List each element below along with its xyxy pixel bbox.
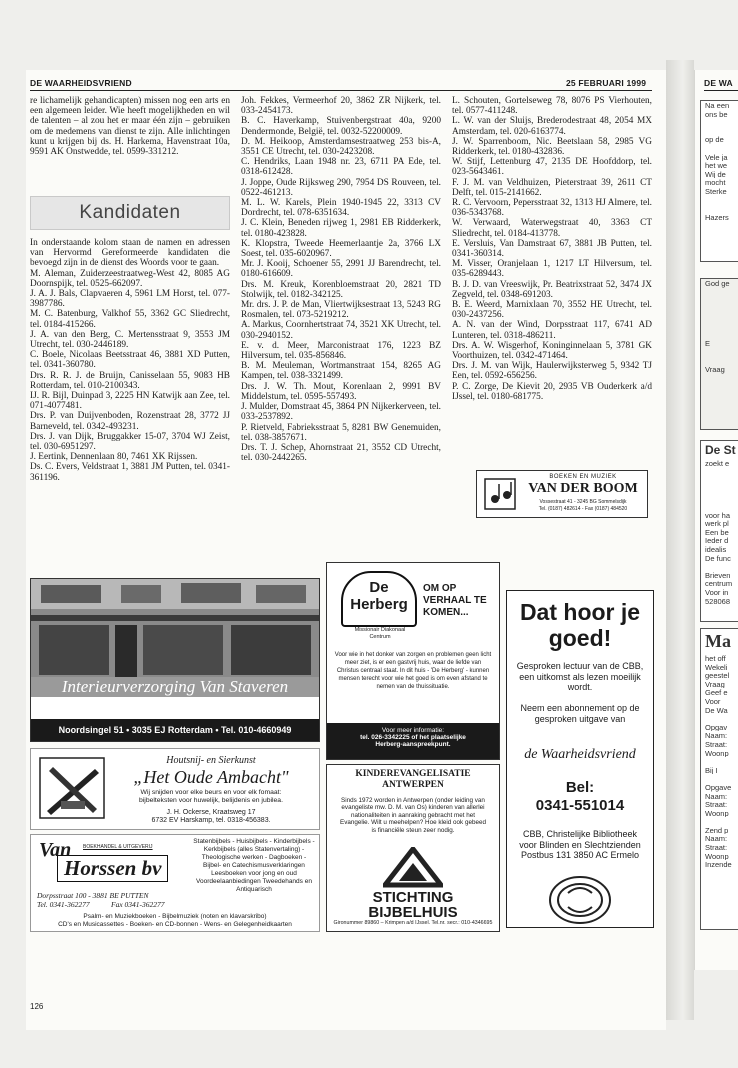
next-page-fragment: centrum [705, 579, 733, 588]
candidate-entry: E. v. d. Meer, Marconistraat 176, 1223 BZ Hilversum, tel. 035-856846. [241, 340, 441, 362]
next-page-fragment: Straat: [705, 843, 728, 852]
stichting-giro: Gironummer 89860 – Krimpen a/d IJssel. Tel.nr. secr.: 010-4346695 [333, 920, 493, 926]
ambacht-top: Houtsnij- en Sierkunst [166, 755, 256, 766]
ambacht-title: „Het Oude Ambacht" [133, 767, 289, 787]
candidate-entry: K. Klopstra, Tweede Heemerlaantje 2a, 3766 LX Soest, tel. 035-6020967. [241, 238, 441, 260]
hoor-title: Dat hoor je goed! [519, 599, 641, 651]
horssen-bottom1: Psalm- en Muziekboeken - Bijbelmuziek (noten en klavarskribo) [83, 913, 267, 920]
herberg-info-3: Herberg-aanspreekpunt. [375, 741, 451, 748]
page-number: 126 [30, 1002, 44, 1011]
horssen-name: Horssen bv [57, 855, 168, 882]
candidate-entry: Drs. M. Kreuk, Korenbloemstraat 20, 2821 TD Stolwijk, tel. 0182-342125. [241, 279, 441, 300]
candidate-entry: M. L. W. Karels, Plein 1940-1945 22, 3313 CV Dordrecht, tel. 078-6351634. [241, 198, 441, 219]
herberg-body: Voor wie in het donker van zorgen en problemen geen licht meer ziet, is er een gastvrij huis, waar de liefde van Christus centraal staat. In dit huis - 'De Herberg' - kunnen mensen terecht voor wie het goed is om even afstand te nemen van de thuissituatie. [334, 652, 492, 690]
candidate-entry: J. Eertink, Dennenlaan 80, 7461 XK Rijssen. [30, 452, 198, 463]
next-page-fragment [701, 118, 738, 127]
next-page-fragment: werk pl [705, 519, 729, 528]
candidate-entry: E. Versluis, Van Damstraat 67, 3881 JB Putten, tel. 0341-360314. [452, 238, 652, 260]
ad-dat-hoor-je-goed [506, 590, 654, 928]
page-gutter [666, 60, 694, 1020]
next-page-fragment [701, 817, 738, 826]
candidate-entry: J. Mulder, Domstraat 45, 3864 PN Nijkerkerveen, tel. 033-2537892. [241, 402, 441, 423]
next-page-fragment [701, 714, 738, 723]
next-page-fragment: De Wa [705, 705, 728, 715]
candidate-entry: W. Stijf, Lettenburg 47, 2135 DE Hoofddorp, tel. 023-5643461. [452, 157, 652, 178]
next-page-box-3-title: De St [705, 443, 736, 457]
running-header-title: DE WAARHEIDSVRIEND [30, 78, 132, 88]
next-page-fragment [701, 322, 738, 331]
herberg-info-2: tel. 026-3342225 of het plaatselijke [360, 734, 466, 741]
horssen-addr: Dorpsstraat 100 - 3881 BE PUTTEN [37, 891, 149, 900]
next-page-fragment: Hazers [705, 212, 729, 222]
next-page-fragment [701, 305, 738, 314]
next-page-fragment: Geef e [705, 688, 728, 697]
candidate-entry: B. J. D. van Vreeswijk, Pr. Beatrixstraat 52, 3474 JX Zegveld, tel. 0348-691203. [452, 279, 652, 300]
woodcarving-tools-icon [39, 757, 105, 819]
horssen-van: Van [39, 839, 72, 861]
hoor-bel: Bel: [565, 779, 595, 796]
next-page-fragment [701, 476, 738, 485]
next-page-fragment: Ieder d [705, 536, 729, 545]
candidate-entry: Drs. R. R. J. de Bruijn, Canisselaan 55, 9083 HB Rotterdam, tel. 010-2100343. [30, 370, 230, 391]
next-page-fragment: Voor [705, 696, 721, 706]
next-page-fragment: Sterke [705, 186, 727, 196]
herberg-info-1: Voor meer informatie: [381, 727, 445, 734]
candidate-entry: A. Markus, Coornhertstraat 74, 3521 XK Utrecht, tel. 030-2940152. [241, 320, 441, 341]
next-page-fragment [701, 144, 738, 153]
candidate-entry: L. W. van der Sluijs, Brederodestraat 48, 2054 MX Amsterdam, tel. 020-6163774. [452, 116, 652, 137]
next-page-fragment: zoekt e [705, 459, 730, 468]
next-page-fragment: idealis [705, 544, 727, 554]
candidate-entry: Ds. C. Evers, Veldstraat 1, 3881 JM Putten, tel. 0341-361196. [30, 462, 230, 483]
next-page-fragment: Zend p [705, 825, 729, 835]
next-page-box-1 [700, 100, 738, 262]
next-page-fragment: Vele ja [705, 152, 728, 162]
intro-paragraph: re lichamelijk gehandicapten) missen nog een arts en een algemeen leider. Wie heeft mogelijkheden en wil de talenten – al zou het er maar één zijn – gebruiken om de medemens van dienst te zijn. Alle inlichtingen kunt u krijgen bij ds. H. Harkema, Havenstraat 10a, 9591 AK Onstwedde, tel. 0599-331212. [30, 96, 230, 158]
next-page-fragment: Vraag [705, 364, 725, 374]
candidate-entry: A. N. van der Wind, Dorpsstraat 117, 6741 AD Lunteren, tel. 0318-486211. [452, 320, 652, 341]
ambacht-addr2: 6732 EV Harskamp, tel. 0318-456383. [151, 817, 271, 824]
next-page-fragment [701, 757, 738, 766]
next-page-fragment [701, 127, 738, 136]
ambacht-addr1: J. H. Ockerse, Kraatsweg 17 [166, 809, 256, 816]
next-page-header: DE WA [704, 78, 733, 88]
next-page-fragment: Woonp [705, 808, 729, 818]
candidate-entry: W. Verwaard, Waterwegstraat 40, 3363 CT Sliedrecht, tel. 0184-413778. [452, 218, 652, 239]
next-page-fragment [701, 356, 738, 365]
hoor-script: de Waarheidsvriend [524, 747, 636, 762]
candidates-column-3 [452, 96, 652, 402]
next-page-fragment: mocht [705, 178, 726, 187]
next-page-fragment: voor ha [705, 510, 731, 520]
next-page-fragment: op de [705, 135, 724, 144]
stichting-name1: STICHTING [372, 889, 454, 906]
candidate-entry: J. A. J. Bals, Clapvaeren 4, 5961 LM Horst, tel. 077-3987786. [30, 289, 230, 310]
horssen-fax: Fax 0341-362277 [111, 900, 165, 909]
ad-oude-ambacht [30, 748, 320, 830]
stichting-body: Sinds 1972 worden in Antwerpen (onder leiding van evangeliste mw. D. M. van Os) kinderen van allerlei nationaliteiten in aanraking gebracht met het Evangelie. Wilt u meehelpen? Hoe kleid ook gebeed is financiële steun zeer nodig. [340, 797, 486, 834]
next-page-fragment [701, 774, 738, 783]
vdboom-addr: Vossestraat 41 - 3245 BG Sommelsdijk [539, 499, 627, 505]
next-page-fragment: het off [705, 654, 726, 663]
candidate-entry: M. Visser, Oranjelaan 1, 1217 LT Hilversum, tel. 035-6289443. [452, 259, 652, 280]
horssen-assortment: Statenbijbels - Huisbijbels - Kinderbijbels - Kerkbijbels (alles Statenvertaling) - Theologische werken - Dagboeken - Bijbel- en Catechismusverklaringen Leesboeken voor jong en oud Voordeelaanbiedingen Tweedehands en Antiquarisch [193, 838, 315, 893]
candidate-entry: B. M. Meuleman, Wortmanstraat 154, 8265 AG Kampen, tel. 038-3321499. [241, 361, 441, 382]
next-page-fragment: God ge [705, 279, 730, 288]
hoor-p2: Neem een abonnement op de gesproken uitgave van [520, 703, 640, 724]
horssen-tel: Tel. 0341-362277 [37, 900, 90, 909]
next-page-fragment: Naam: [705, 731, 728, 740]
candidate-entry: J. Joppe, Oude Rijksweg 290, 7954 DS Rouveen, tel. 0522-461213. [241, 177, 441, 198]
candidate-entry: C. Boele, Nicolaas Beetsstraat 46, 3881 XD Putten, tel. 0341-360780. [30, 350, 230, 371]
next-page-box-4-title: Ma [705, 631, 731, 651]
next-page-fragment: Straat: [705, 739, 728, 749]
stichting-title1: KINDEREVANGELISATIE [355, 769, 471, 779]
candidate-entry: IJ. R. Bijl, Duinpad 3, 2225 HN Katwijk aan Zee, tel. 071-4077481. [30, 391, 230, 412]
next-page-fragment [701, 204, 738, 213]
next-page-fragment [701, 196, 738, 205]
next-page-fragment [701, 502, 738, 511]
next-page-fragment: Woonp [705, 748, 729, 758]
next-page-fragment: Opgave [705, 782, 732, 792]
candidate-entry: L. Schouten, Gortelseweg 78, 8076 PS Vierhouten, tel. 0577-411248. [452, 96, 652, 117]
next-page-fragment [701, 288, 738, 297]
candidate-entry: P. C. Zorge, De Kievit 20, 2935 VB Ouderkerk a/d IJssel, tel. 0180-681775. [452, 381, 652, 402]
candidate-entry: Mr. J. Kooij, Schoener 55, 2991 JJ Barendrecht, tel. 0180-616609. [241, 259, 441, 280]
stichting-name2: BIJBELHUIS [368, 904, 458, 921]
ad-stichting-bijbelhuis [326, 764, 500, 932]
hoor-phone: 0341-551014 [535, 797, 625, 814]
next-page-fragment [701, 331, 738, 340]
ad-van-der-boom [476, 470, 648, 518]
candidate-entry: C. Hendriks, Laan 1948 nr. 23, 6711 PA Ede, tel. 0318-612428. [241, 157, 441, 178]
herberg-sub: Missionair Diakonaal Centrum [354, 627, 406, 640]
ad-van-staveren [30, 578, 320, 742]
candidate-entry: P. Rietveld, Fabrieksstraat 5, 8281 BW Genemuiden, tel. 038-3857671. [241, 422, 441, 443]
next-page-fragment: Wij de [705, 169, 726, 179]
staveren-script: Interieurverzorging Van Staveren [61, 677, 289, 696]
horssen-small: BOEKHANDEL & UITGEVERIJ [83, 844, 153, 850]
next-page-box-4 [700, 628, 738, 930]
herberg-slogan: OM OP VERHAAL TE KOMEN... [423, 583, 487, 618]
candidates-intro: In onderstaande kolom staan de namen en adressen van Hervormd Gereformeerde kandidaten die bevoegd zijn in de dienst des Woords voor te gaan. [30, 238, 230, 269]
candidates-column-2 [241, 96, 441, 463]
next-page-fragment: E [705, 339, 711, 348]
next-page-fragment: Wekeli [705, 662, 728, 672]
next-page-fragment: Woonp [705, 851, 729, 861]
next-page-fragment [701, 348, 738, 357]
candidate-entry: B. C. Haverkamp, Stuivenbergstraat 40a, 9200 Dendermonde, België, tel. 0032-52200009. [241, 116, 441, 137]
header-rule [30, 90, 652, 91]
next-page-fragment: Naam: [705, 834, 728, 844]
next-page-fragment [701, 493, 738, 502]
ad-de-herberg [326, 562, 500, 760]
staveren-bar: Noordsingel 51 • 3035 EJ Rotterdam • Tel. 010-4660949 [31, 719, 319, 741]
vdboom-top: BOEKEN EN MUZIEK [549, 474, 617, 480]
ambacht-line1: Wij snijden voor elke beurs en voor elk fomaat: [140, 789, 282, 796]
cbb-logo-icon [548, 875, 612, 925]
candidates-column-1 [30, 238, 230, 483]
next-page-fragment: Voor in [705, 587, 729, 597]
vdboom-tel: Tel. (0187) 482614 - Fax (0187) 484520 [538, 506, 628, 512]
candidate-entry: M. C. Batenburg, Valkhof 55, 3362 GC Sliedrecht, tel. 0184-415266. [30, 309, 230, 330]
ambacht-line2: bijbelteksten voor huwelijk, belijdenis en jubilea. [139, 797, 283, 804]
next-page-fragment: Bij I [705, 765, 718, 775]
next-page-fragment: geestel [705, 671, 730, 680]
stichting-title2: ANTWERPEN [382, 780, 444, 790]
next-page-fragment: 528068 [705, 596, 731, 606]
section-title: Kandidaten [30, 196, 230, 230]
vdboom-name: VAN DER BOOM [528, 481, 638, 496]
next-page-fragment [701, 313, 738, 322]
ad-van-horssen [30, 834, 320, 932]
horssen-bottom2: CD's en Musicassettes - Boeken- en CD-bonnen - Wens- en Gelegenheidkaarten [58, 921, 292, 928]
next-page-fragment: Brieven [705, 570, 731, 580]
next-page-fragment: De func [705, 553, 731, 563]
notes-book-icon [483, 475, 521, 513]
candidate-entry: Mr. drs. J. P. de Man, Vliertwijksestraat 13, 5243 RG Rosmalen, tel. 073-5219212. [241, 300, 441, 321]
candidate-entry: Drs. P. van Duijvenboden, Rozenstraat 28, 3772 JJ Barneveld, tel. 0342-493231. [30, 411, 230, 432]
next-page-fragment: Inzende [705, 860, 732, 869]
next-header-rule [704, 90, 738, 91]
candidate-entry: Drs. T. J. Schep, Ahornstraat 21, 3552 CD Utrecht, tel. 030-2442265. [241, 442, 441, 464]
candidate-entry: B. E. Weerd, Marnixlaan 70, 3552 HE Utrecht, tel. 030-2437256. [452, 300, 652, 321]
herberg-info [327, 723, 499, 759]
next-page-fragment: het we [705, 161, 728, 170]
next-page-fragment [701, 485, 738, 494]
candidate-entry: J. C. Klein, Beneden rijweg 1, 2981 EB Ridderkerk, tel. 0180-423828. [241, 218, 441, 239]
herberg-logo: De Herberg [350, 579, 408, 613]
hoor-addr: CBB, Christelijke Bibliotheek voor Blinden en Slechtzienden Postbus 131 3850 AC Ermelo [519, 829, 641, 860]
next-page-fragment [701, 562, 738, 571]
candidate-entry: J. A. van den Berg, C. Mertensstraat 9, 3553 JM Utrecht, tel. 030-2446189. [30, 329, 230, 351]
candidate-entry: Joh. Fekkes, Vermeerhof 20, 3862 ZR Nijkerk, tel. 033-2454173. [241, 96, 441, 117]
next-page-fragment: Straat: [705, 800, 728, 809]
candidate-entry: Drs. J. van Dijk, Bruggakker 15-07, 3704 WJ Zeist, tel. 030-6951297. [30, 431, 230, 453]
candidate-entry: M. Aleman, Zuiderzeestraatweg-West 42, 8085 AG Doornspijk, tel. 0525-662097. [30, 268, 230, 289]
next-page-box-2 [700, 278, 738, 430]
candidate-entry: Drs. J. M. van Wijk, Haulerwijksterweg 5, 9342 TJ Een, tel. 0592-656256. [452, 361, 652, 382]
next-page-fragment: Een be [705, 527, 729, 537]
next-page-fragment: Na een [705, 101, 730, 110]
running-header-date: 25 FEBRUARI 1999 [566, 78, 647, 88]
candidate-entry: Drs. A. W. Wisgerhof, Koninginnelaan 5, 3781 GK Voorthuizen, tel. 0342-471464. [452, 340, 652, 362]
next-page-fragment: Naam: [705, 791, 728, 801]
next-page-fragment: Vraag [705, 679, 725, 689]
next-page-fragment [701, 468, 738, 477]
candidate-entry: F. J. M. van Veldhuizen, Pieterstraat 39, 2611 CT Delft, tel. 015-2141662. [452, 177, 652, 198]
candidate-entry: R. C. Vervoorn, Pepersstraat 32, 1313 HJ Almere, tel. 036-5343768. [452, 198, 652, 219]
next-page-fragment: ons be [705, 109, 728, 119]
hoor-p1: Gesproken lectuur van de CBB, een uitkomst als lezen moeilijk wordt. [516, 661, 644, 692]
next-page-fragment: Opgav [705, 722, 728, 732]
candidate-entry: Drs. J. W. Th. Mout, Korenlaan 2, 9991 BV Middelstum, tel. 0595-557493. [241, 381, 441, 402]
house-roof-icon [383, 847, 443, 891]
candidate-entry: D. M. Heikoop, Amsterdamsestraatweg 253 bis-A, 3551 CE Utrecht, tel. 030-2423208. [241, 136, 441, 158]
candidate-entry: J. W. Sparrenboom, Nic. Beetslaan 58, 2985 VG Ridderkerk, tel. 0180-432836. [452, 136, 652, 158]
next-page-fragment [701, 296, 738, 305]
next-page-box-3 [700, 440, 738, 622]
